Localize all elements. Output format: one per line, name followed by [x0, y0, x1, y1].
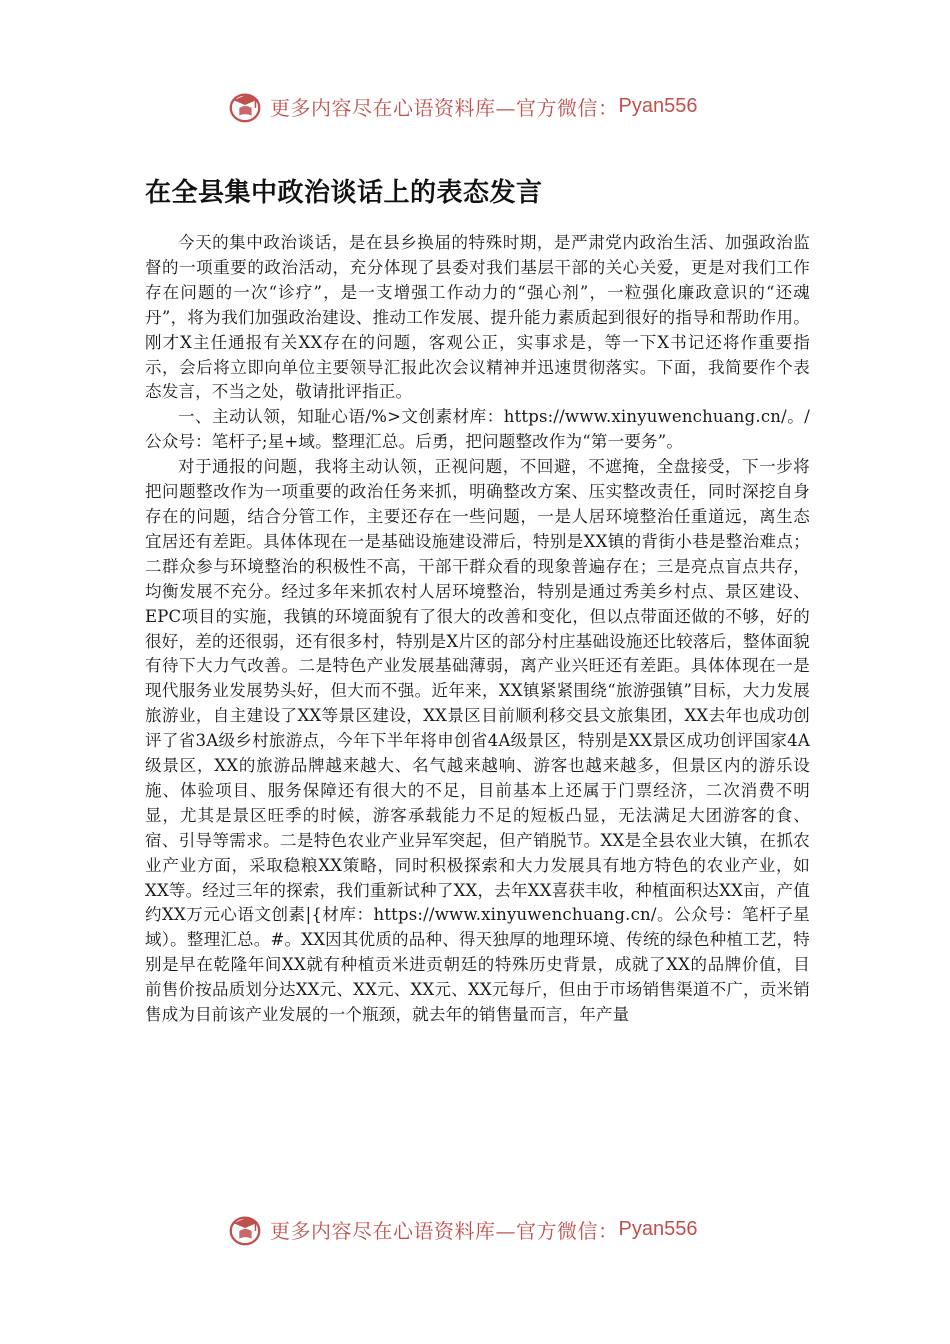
- paragraph-body: 对于通报的问题，我将主动认领，正视问题，不回避，不遮掩，全盘接受，下一步将把问题整改作为一项重要的政治任务来抓，明确整改方案、压实整改责任，同时深挖自身存在的问题，结合分管工作，主要还存在一些问题，一是人居环境整治任重道远，离生态宜居还有差距。具体体现在一是基础设施建设滞后，特别是XX镇的背街小巷是整治难点；二群众参与环境整治的积极性不高，干部干群众看的现象普遍存在；三是亮点盲点共存，均衡发展不充分。经过多年来抓农村人居环境整治，特别是通过秀美乡村点、景区建设、EPC项目的实施，我镇的环境面貌有了很大的改善和变化，但以点带面还做的不够，好的很好，差的还很弱，还有很多村，特别是X片区的部分村庄基础设施还比较落后，整体面貌有待下大力气改善。二是特色产业发展基础薄弱，离产业兴旺还有差距。具体体现在一是现代服务业发展势头好，但大而不强。近年来，XX镇紧紧围绕“旅游强镇”目标，大力发展旅游业，自主建设了XX等景区建设，XX景区目前顺利移交县文旅集团，XX去年也成功创评了省3A级乡村旅游点，今年下半年将申创省4A级景区，特别是XX景区成功创评国家4A级景区，XX的旅游品牌越来越大、名气越来越响、游客也越来越多，但景区内的游乐设施、体验项目、服务保障还有很大的不足，目前基本上还属于门票经济，二次消费不明显，尤其是景区旺季的时候，游客承载能力不足的短板凸显，无法满足大团游客的食、宿、引导等需求。二是特色农业产业异军突起，但产销脱节。XX是全县农业大镇，在抓农业产业方面，采取稳粮XX策略，同时积极探索和大力发展具有地方特色的农业产业，如XX等。经过三年的探索，我们重新试种了XX，去年XX喜获丰收，种植面积达XX亩，产值约XX万元心语文创素|{材库：https://www.xinyuwenchuang.cn/。公众号：笔杆子星域）。整理汇总。#。XX因其优质的品种、得天独厚的地理环境、传统的绿色种植工艺，特别是早在乾隆年间XX就有种植贡米进贡朝廷的特殊历史背景，成就了XX的品牌价值，目前售价按品质划分达XX元、XX元、XX元、XX元每斤，但由于市场销售渠道不广，贡米销售成为目前该产业发展的一个瓶颈，就去年的销售量而言，年产量: [145, 457, 810, 1025]
- document-title: 在全县集中政治谈话上的表态发言: [145, 178, 543, 208]
- banner-text: 更多内容尽在心语资料库—官方微信：: [270, 95, 619, 120]
- footer-banner: [226, 1209, 746, 1249]
- mortarboard-book-logo-icon: [226, 87, 264, 125]
- banner-text: 更多内容尽在心语资料库—官方微信：: [270, 1218, 619, 1243]
- header-banner: [226, 86, 746, 126]
- banner-wechat-id: Pyan556: [618, 94, 698, 117]
- banner-wechat-id: Pyan556: [618, 1217, 698, 1240]
- paragraph-intro: 今天的集中政治谈话，是在县乡换届的特殊时期，是严肃党内政治生活、加强政治监督的一项重要的政治活动，充分体现了县委对我们基层干部的关心关爱，更是对我们工作存在问题的一次“诊疗”，是一支增强工作动力的“强心剂”，一粒强化廉政意识的“还魂丹”，将为我们加强政治建设、推动工作发展、提升能力素质起到很好的指导和帮助作用。刚才X主任通报有关XX存在的问题，客观公正，实事求是，等一下X书记还将作重要指示，会后将立即向单位主要领导汇报此次会议精神并迅速贯彻落实。下面，我简要作个表态发言，不当之处，敬请批评指正。: [145, 233, 810, 402]
- mortarboard-book-logo-icon: [226, 1210, 264, 1248]
- document-body: [145, 172, 810, 1028]
- paragraph-section-heading: 一、主动认领，知耻心语/%>文创素材库：https://www.xinyuwenchuang.cn/。/公众号：笔杆子;星+域。整理汇总。后勇，把问题整改作为“第一要务”。: [145, 407, 810, 452]
